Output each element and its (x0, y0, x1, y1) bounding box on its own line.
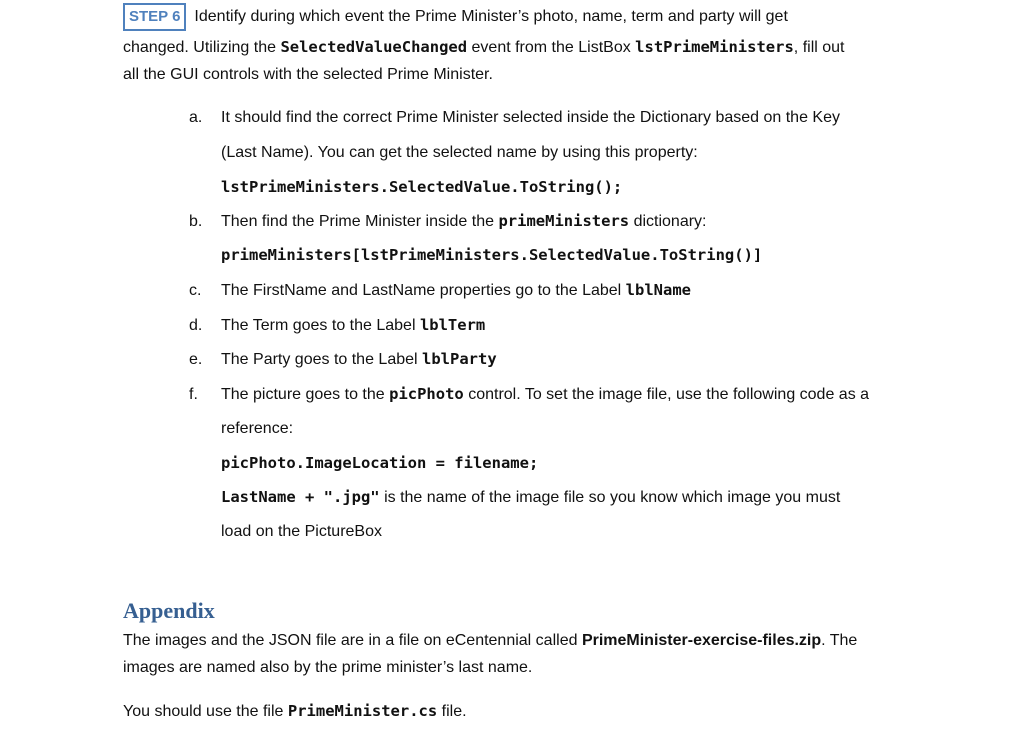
list-item-f-cont (221, 416, 293, 442)
list-item-e (189, 346, 497, 372)
step-text: Identify during which event the Prime Minister’s photo, name, term and party will get (194, 8, 788, 26)
item-text: The picture goes to the (221, 386, 390, 403)
code-line-image-location: picPhoto.ImageLocation = filename; (221, 454, 539, 472)
item-label: f. (189, 386, 198, 403)
list-item-d (189, 312, 485, 338)
step-text: changed. Utilizing the (123, 39, 281, 56)
step-text: , fill out (793, 39, 845, 56)
appendix-text: The images and the JSON file are in a file on eCentennial called (123, 632, 582, 649)
list-item-f-filename (221, 484, 840, 510)
list-item-c (189, 277, 691, 303)
step-text: event from the ListBox (467, 39, 636, 56)
dictionary-name-code: primeMinisters (498, 212, 630, 230)
listbox-name-code: lstPrimeMinisters (635, 38, 794, 56)
code-line-selected-value: lstPrimeMinisters.SelectedValue.ToString(); (221, 178, 623, 196)
step-badge: STEP 6 (123, 3, 186, 31)
appendix-heading: Appendix (123, 598, 215, 623)
appendix-text: images are named also by the prime minister’s last name. (123, 659, 533, 676)
item-label: d. (189, 317, 203, 334)
label-term-code: lblTerm (419, 316, 486, 334)
filename-expression-code: LastName + ".jpg" (221, 488, 380, 506)
appendix-paragraph-1 (123, 627, 857, 654)
appendix-paragraph-1-cont (123, 654, 532, 681)
appendix-text: You should use the file (123, 703, 288, 720)
item-text: dictionary: (629, 213, 707, 230)
item-text: (Last Name). You can get the selected name by using this property: (221, 144, 698, 161)
label-party-code: lblParty (422, 350, 497, 368)
item-text: The Term goes to the Label (221, 317, 420, 334)
item-label: b. (189, 213, 203, 230)
step-line-3 (123, 61, 493, 88)
item-text: Then find the Prime Minister inside the (221, 213, 499, 230)
step-text: all the GUI controls with the selected Prime Minister. (123, 66, 493, 83)
appendix-text: file. (437, 703, 467, 720)
item-text: It should find the correct Prime Minister selected inside the Dictionary based on the Key (221, 109, 840, 126)
item-label: a. (189, 109, 203, 126)
picture-control-code: picPhoto (389, 385, 464, 403)
item-text: is the name of the image file so you know which image you must (379, 489, 841, 506)
item-label: e. (189, 351, 203, 368)
appendix-paragraph-2 (123, 698, 467, 725)
step-line-1 (123, 3, 788, 31)
appendix-text: . The (821, 632, 858, 649)
code-line-dictionary-lookup: primeMinisters[lstPrimeMinisters.SelectedValue.ToString()] (221, 246, 763, 264)
item-text: reference: (221, 420, 294, 437)
zip-filename: PrimeMinister-exercise-files.zip (581, 632, 822, 649)
list-item-f (189, 381, 869, 407)
step-line-2 (123, 34, 844, 61)
cs-filename-code: PrimeMinister.cs (287, 702, 438, 720)
list-item-a (189, 105, 840, 131)
item-label: c. (189, 282, 202, 299)
item-text: The Party goes to the Label (221, 351, 423, 368)
label-name-code: lblName (625, 281, 691, 299)
list-item-f-last (221, 519, 382, 545)
list-item-b (189, 208, 707, 234)
item-text: load on the PictureBox (221, 523, 382, 540)
event-name-code: SelectedValueChanged (280, 38, 468, 56)
item-text: control. To set the image file, use the following code as a (463, 386, 870, 403)
item-text: The FirstName and LastName properties go to the Label (221, 282, 626, 299)
list-item-a-cont (221, 140, 698, 166)
